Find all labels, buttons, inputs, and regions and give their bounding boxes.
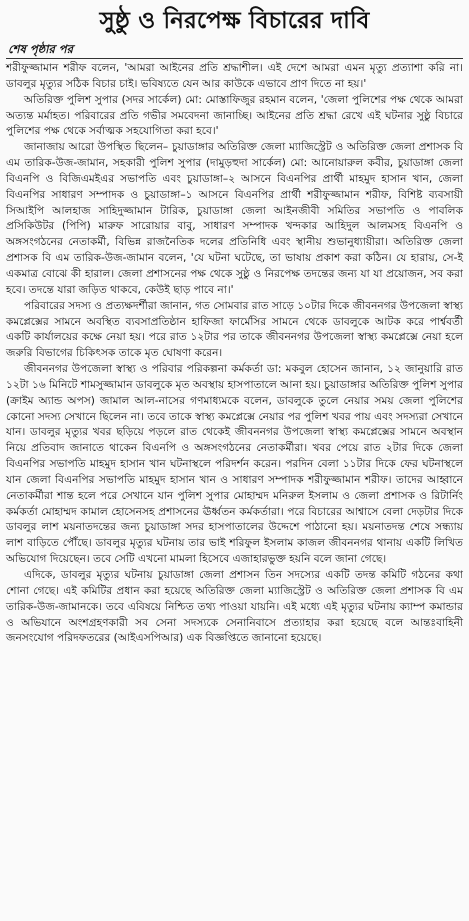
paragraph-5: জীবননগর উপজেলা স্বাস্থ্য ও পরিবার পরিকল্পনা কর্মকর্তা ডা: মকবুল হোসেন জানান, ১২ জানুয়ারি রাত ১২টা ১৬ মিনিটে শামসুজ্জামান ডাবলুকে মৃত অবস্থায় হাসপাতালে আনা হয়। চুয়াডাঙ্গার অতিরিক্ত পুলিশ সুপার (ক্রাইম অ্যান্ড অপস) জামাল আল-নাসের গণমাধ্যমকে বলেন, ডাবলুকে তুলে নেয়ার সময় জেলা পুলিশের কোনো সদস্য সেখানে ছিলেন না। তবে তাকে স্বাস্থ্য কমপ্লেক্সে নেয়ার পর পুলিশ খবর পায় এবং সদস্যরা সেখানে যান। ডাবলুর মৃত্যুর খবর ছড়িয়ে পড়লে রাত থেকেই জীবননগর উপজেলা স্বাস্থ্য কমপ্লেক্সের সামনে অবস্থান নিয়ে প্রতিবাদ জানাতে থাকেন বিএনপি ও অঙ্গসংগঠনের নেতাকর্মীরা। খবর পেয়ে রাত ২টার দিকে জেলা বিএনপির সভাপতি মাহমুদ হাসান খান ঘটনাস্থলে পরিদর্শন করেন। পরদিন বেলা ১১টার দিকে ফের ঘটনাস্থলে যান জেলা বিএনপির সভাপতি মাহমুদ হাসান খান ও সাধারণ সম্পাদক শরীফুজ্জামান শরীফ। তাদের আহ্বানে নেতাকর্মীরা শান্ত হলে পরে সেখানে যান পুলিশ সুপার মোহাম্মদ মনিরুল ইসলাম ও জেলা প্রশাসক ও রিটার্নিং কর্মকর্তা মোহাম্মদ কামাল হোসেনসহ প্রশাসনের ঊর্ধ্বতন কর্মকর্তারা। পরে বিচারের আশ্বাসে বেলা দেড়টার দিকে ডাবলুর লাশ ময়নাতদন্তের জন্য চুয়াডাঙ্গা সদর হাসপাতালের উদ্দেশে পাঠানো হয়। ময়নাতদন্ত শেষে সন্ধ্যায় লাশ বাড়িতে পৌঁছে। ডাবলুর মৃত্যুর ঘটনায় তার ভাই শরিফুল ইসলাম কাজল জীবননগর থানায় একটি লিখিত অভিযোগ দিয়েছেন। তবে সেটি এখনো মামলা হিসেবে এজাহারভুক্ত হয়নি বলে জানা গেছে। [6,363,463,566]
paragraph-4: পরিবারের সদস্য ও প্রত্যক্ষদর্শীরা জানান, গত সোমবার রাত সাড়ে ১০টার দিকে জীবননগর উপজেলা স্বাস্থ্য কমপ্লেক্সের সামনে অবস্থিত ব্যবসাপ্রতিষ্ঠান হাফিজা ফার্মেসির সামনে থেকে ডাবলুকে আটক করে পার্শ্ববর্তী একটি কার্যালয়ের কক্ষে নেয়া হয়। পরে রাত ১২টার পর তাকে জীবননগর উপজেলা স্বাস্থ্য কমপ্লেক্সে নেয়া হলে জরুরি বিভাগের চিকিৎসক তাকে মৃত ঘোষণা করেন। [6,299,463,360]
paragraph-2: অতিরিক্ত পুলিশ সুপার (সদর সার্কেল) মো: মোস্তাফিজুর রহমান বলেন, 'জেলা পুলিশের পক্ষ থেকে আমরা অত্যন্ত মর্মাহত। পরিবারের প্রতি গভীর সমবেদনা জানাচ্ছি। আইনের প্রতি শ্রদ্ধা রেখে এই ঘটনার সুষ্ঠু বিচারে পুলিশের পক্ষ থেকে সর্বাত্মক সহযোগিতা করা হবে।' [6,93,463,138]
paragraph-1: শরীফুজ্জামান শরীফ বলেন, 'আমরা আইনের প্রতি শ্রদ্ধাশীল। এই দেশে আমরা এমন মৃত্যু প্রত্যাশা করি না। ডাবলুর মৃত্যুর সঠিক বিচার চাই। ভবিষ্যতে যেন আর কাউকে এভাবে প্রাণ দিতে না হয়।' [6,62,463,90]
divider [6,58,463,59]
paragraph-3: জানাজায় আরো উপস্থিত ছিলেন– চুয়াডাঙ্গার অতিরিক্ত জেলা ম্যাজিস্ট্রেট ও অতিরিক্ত জেলা প্রশাসক বি এম তারিক-উজ-জামান, সহকারী পুলিশ সুপার (দামুড়হুদা সার্কেল) মো: আনোয়ারুল কবীর, চুয়াডাঙ্গা জেলা বিএনপি ও বিজিএমইএর সভাপতি এবং চুয়াডাঙ্গা–২ আসনে বিএনপির প্রার্থী মাহমুদ হাসান খান, জেলা বিএনপির সাধারণ সম্পাদক ও চুয়াডাঙ্গা–১ আসনে বিএনপির প্রার্থী শরীফুজ্জামান শরীফ, বিশিষ্ট ব্যবসায়ী সিআইপি আলহাজ সাহিদুজ্জামান টারিক, চুয়াডাঙ্গা জেলা আইনজীবী সমিতির সভাপতি ও পাবলিক প্রসিকিউটর (পিপি) মারুফ সারোয়ার বাবু, সাধারণ সম্পাদক খন্দকার আহিদুল আলমসহ বিএনপি ও অঙ্গসংগঠনের নেতাকর্মী, বিভিন্ন রাজনৈতিক দলের প্রতিনিধি এবং স্থানীয় শুভানুধ্যায়ীরা। অতিরিক্ত জেলা প্রশাসক বি এম তারিক-উজ-জামান বলেন, 'যে ঘটনা ঘটেছে, তা ভাষায় প্রকাশ করা কঠিন। যে হারায়, সে-ই একমাত্র বোঝে কী হারাল। জেলা প্রশাসনের পক্ষ থেকে সুষ্ঠু ও নিরপেক্ষ তদন্তের জন্য যা যা প্রয়োজন, সব করা হবে। তদন্তে যারা জড়িত থাকবে, কেউই ছাড় পাবে না।' [6,141,463,296]
article-body [6,61,463,647]
continued-from-label: শেষ পৃষ্ঠার পর [8,42,73,56]
headline: সুষ্ঠু ও নিরপেক্ষ বিচারের দাবি [99,8,370,34]
paragraph-6: এদিকে, ডাবলুর মৃত্যুর ঘটনায় চুয়াডাঙ্গা জেলা প্রশাসন তিন সদস্যের একটি তদন্ত কমিটি গঠনের কথা শোনা গেছে। এই কমিটির প্রধান করা হয়েছে অতিরিক্ত জেলা ম্যাজিস্ট্রেট ও অতিরিক্ত জেলা প্রশাসক বি এম তারিক-উজ-জামানকে। তবে এবিষয়ে নিশ্চিত তথ্য পাওয়া যায়নি। এই মধ্যে এই মৃত্যুর ঘটনায় ক্যাম্প কমান্ডার ও অভিযানে অংশগ্রহণকারী সব সেনা সদস্যকে সেনানিবাসে প্রত্যাহার করা হয়েছে বলে আন্তঃবাহিনী জনসংযোগ পরিদফতরের (আইএসপিআর) এক বিজ্ঞপ্তিতে জানানো হয়েছে। [6,569,463,645]
